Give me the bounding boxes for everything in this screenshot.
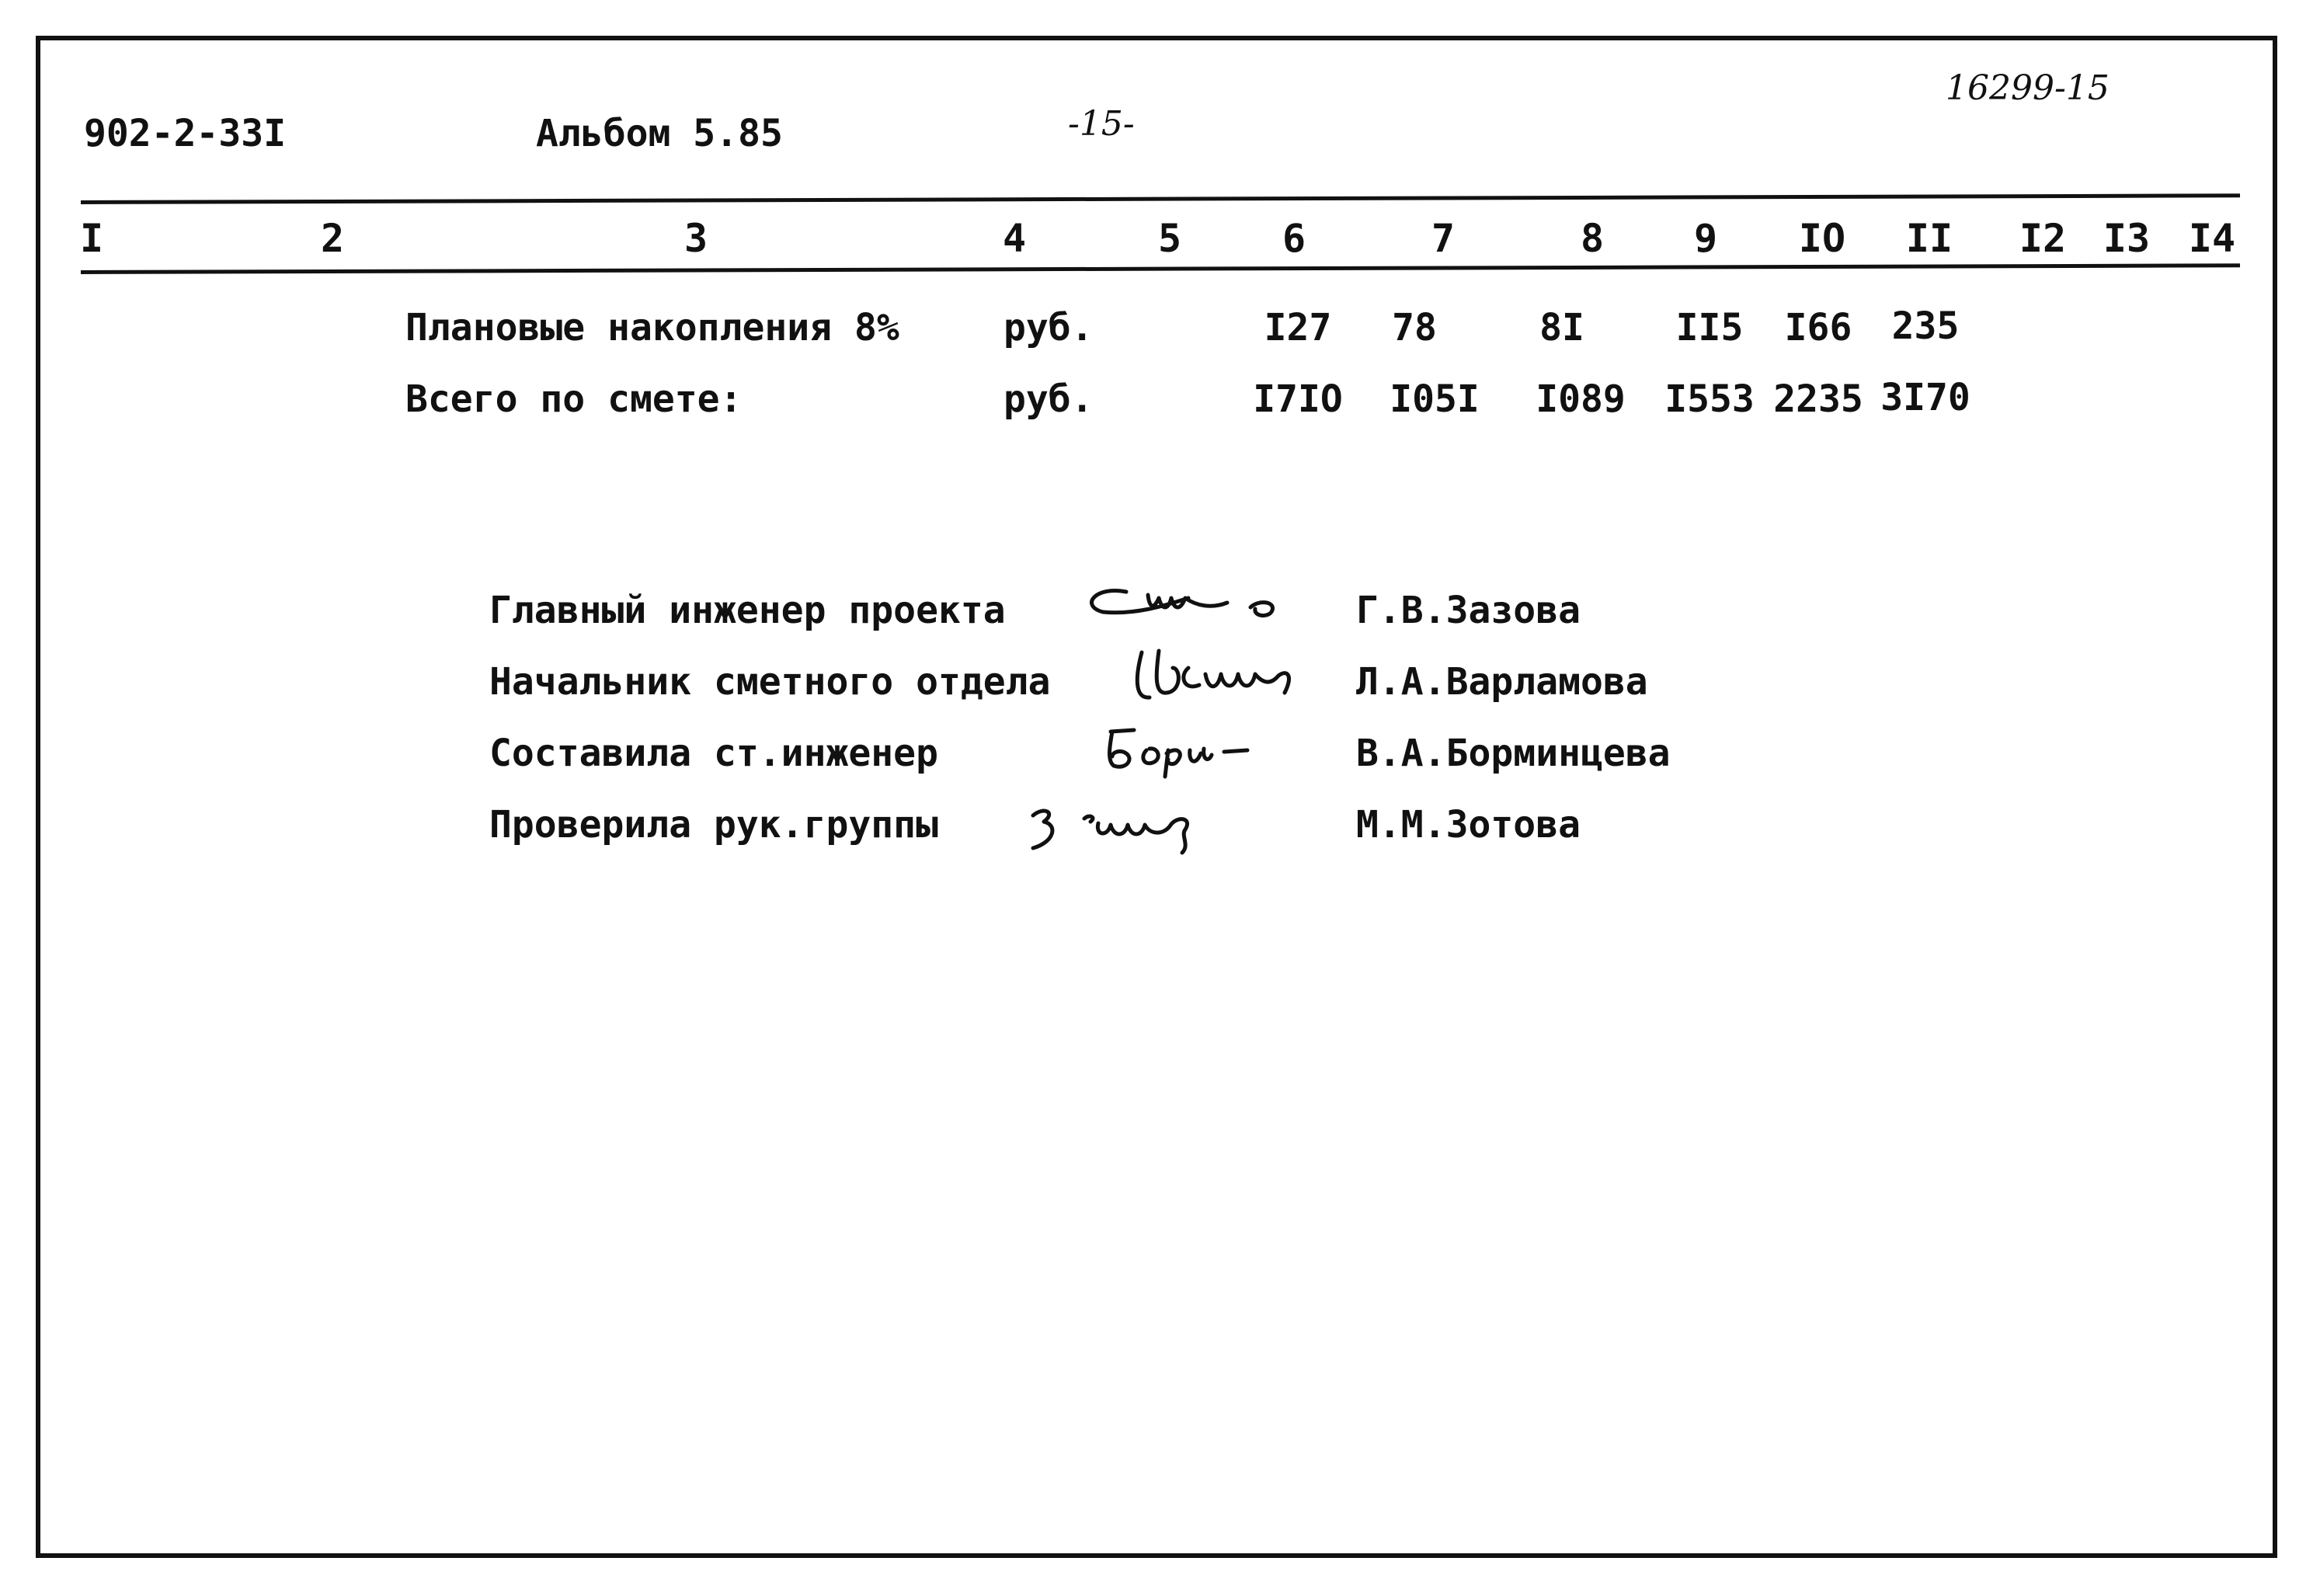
cell-value: I05I — [1390, 377, 1480, 421]
signature-name: В.А.Борминцева — [1356, 732, 1671, 775]
column-header: 3 — [683, 216, 708, 261]
cell-value: I66 — [1784, 306, 1852, 349]
column-header: I3 — [2103, 216, 2151, 261]
column-header: I — [79, 216, 104, 261]
column-header: 9 — [1693, 216, 1718, 261]
column-header: II — [1905, 216, 1953, 261]
cell-value: I089 — [1536, 377, 1626, 421]
signature-name: Г.В.Зазова — [1356, 589, 1581, 632]
row-label: Всего по смете: — [405, 377, 743, 421]
sheet-reference: 16299-15 — [1946, 68, 2110, 108]
column-header: 8 — [1580, 216, 1605, 261]
handwritten-signature — [1087, 715, 1274, 784]
signature-name: М.М.Зотова — [1356, 803, 1581, 847]
handwritten-signature — [1118, 637, 1336, 715]
cell-value: II5 — [1675, 306, 1744, 349]
row-unit: руб. — [1003, 306, 1094, 349]
row-label: Плановые накопления 8% — [405, 306, 899, 349]
column-header: IO — [1798, 216, 1846, 261]
cell-value: I7IO — [1253, 377, 1343, 421]
page-number: -15- — [1068, 104, 1135, 144]
signature-name: Л.А.Варламова — [1356, 660, 1648, 704]
album-label: Альбом 5.85 — [536, 112, 783, 155]
cell-value: 3I70 — [1880, 376, 1970, 419]
cell-value: 78 — [1392, 306, 1437, 349]
signature-role: Составила ст.инженер — [489, 732, 938, 775]
cell-value: 2235 — [1773, 377, 1863, 421]
signature-role: Главный инженер проекта — [489, 589, 1006, 632]
column-header: 7 — [1431, 216, 1456, 261]
column-header: 4 — [1002, 216, 1027, 261]
row-unit: руб. — [1003, 377, 1094, 421]
handwritten-signature — [1072, 575, 1305, 637]
column-header: I4 — [2188, 216, 2236, 261]
column-header: I2 — [2019, 216, 2067, 261]
handwritten-signature — [1010, 784, 1289, 878]
cell-value: I27 — [1264, 306, 1332, 349]
cell-value: 235 — [1891, 304, 1960, 348]
signature-role: Проверила рук.группы — [489, 803, 938, 847]
doc-code: 902-2-33I — [84, 112, 287, 155]
column-header: 6 — [1282, 216, 1306, 261]
cell-value: 8I — [1539, 306, 1584, 349]
column-header: 5 — [1157, 216, 1182, 261]
cell-value: I553 — [1664, 377, 1755, 421]
column-header: 2 — [320, 216, 345, 261]
signature-role: Начальник сметного отдела — [489, 660, 1051, 704]
